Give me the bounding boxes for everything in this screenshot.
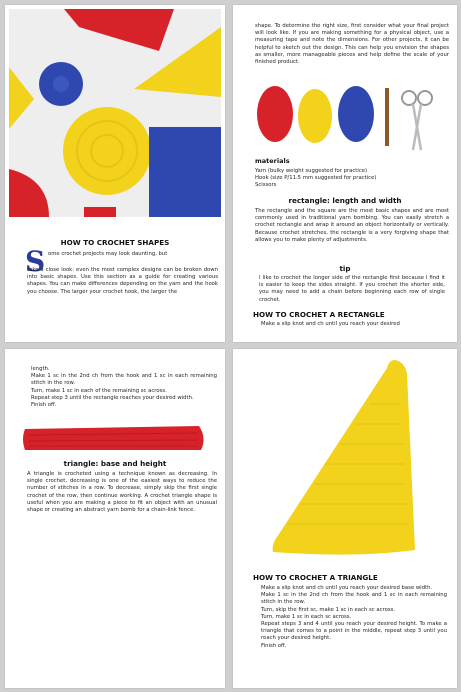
materials-list: [255, 168, 449, 190]
tip-heading: tip: [339, 264, 351, 273]
step-item: Make a slip knot and ch until you reach your desired base width.: [261, 585, 433, 591]
rectangle-heading: rectangle: length and width: [288, 196, 402, 205]
rectangle-steps: [31, 366, 217, 409]
dropcap-letter: S: [25, 245, 46, 278]
yellow-yarn-icon: [298, 89, 332, 143]
step-item: length.: [31, 366, 50, 372]
step-item: Make 1 sc in the 2nd ch from the hook and 1 sc in each remaining stitch in the row.: [261, 592, 447, 606]
rectangle-paragraph: The rectangle and the square are the most basic shapes and are most commonly used in traditional yarn bombing. You can easily stretch a crochet rectangle and wrap it around an object horizontally or vertically. Because crochet stretches, the rectangle is a very forgiving shape that allows you to make plenty of adjustments.: [255, 208, 449, 243]
triangle-paragraph: A triangle is crocheted using a technique known as decreasing. In single crochet, decreasing is one of the easiest ways to reduce the number of stitches in a row. To decrease, simply skip the first single crochet of the row, then continue working. A crochet triangle shape is useful when you are making a piece to fit an object with an unusual shape or creating an abstract yarn bomb for a chain-link fence.: [27, 471, 217, 514]
step-item: Finish off.: [31, 402, 57, 409]
step-item: Turn, make 1 sc in each sc across.: [261, 613, 352, 620]
page-4: [233, 349, 457, 688]
red-yarn-icon: [257, 86, 293, 142]
triangle-steps: [261, 585, 447, 650]
step-item: Turn, skip the first sc, make 1 sc in each sc across.: [261, 606, 396, 613]
howto-triangle-heading: HOW TO CROCHET A TRIANGLE: [253, 573, 378, 582]
howto-rectangle-heading: HOW TO CROCHET A RECTANGLE: [253, 310, 385, 319]
howto-rectangle-step: Make a slip knot and ch until you reach your desired: [261, 321, 400, 327]
blue-yarn-icon: [338, 86, 374, 142]
step-item: Make 1 sc in the 2nd ch from the hook and 1 sc in each remaining stitch in the row.: [31, 373, 217, 387]
intro-continued: shape. To determine the right size, first consider what your final project will look like. If you are making something for a physical object, use a measuring tape and note the dimensions. For other projects, it can be helpful to sketch out the design. This can help you envision the shapes as smaller, more manageable pieces and help define the scale of your finished product.: [255, 23, 449, 66]
triangle-heading: triangle: base and height: [63, 459, 167, 468]
red-rectangle-photo: [19, 423, 209, 453]
tip-paragraph: I like to crochet the longer side of the rectangle first because I find it is easier to keep the sides straight. If you crochet the shorter side, you may need to add a chain before beginning each row of single crochet.: [259, 275, 445, 303]
materials-item: Hook (size P/11.5 mm suggested for practice): [255, 175, 377, 182]
materials-item: Scissors: [255, 182, 277, 189]
step-item: Repeat step 3 until the rectangle reaches your desired width.: [31, 394, 194, 401]
step-item: Turn, make 1 sc in each of the remaining sc across.: [31, 387, 167, 394]
intro-paragraph: take a close look: even the most complex designs can be broken down into basic shapes. Use this section as a guide for creating various shapes. You can make differences depending on the yarn and the hook you choose. The larger your crochet hook, the larger the: [27, 267, 218, 295]
crochet-hook-icon: [385, 88, 389, 146]
step-item: Repeat steps 3 and 4 until you reach your desired height. To make a triangle that comes to a point in the middle, repeat step 3 until you reach your desired height.: [261, 621, 447, 642]
page-2: [233, 5, 457, 342]
materials-heading: materials: [255, 157, 290, 165]
step-item: Finish off.: [261, 642, 287, 649]
blue-square-shape: [149, 127, 221, 217]
page-title: HOW TO CROCHET SHAPES: [60, 238, 170, 247]
intro-first-line: ome crochet projects may look daunting, but: [48, 251, 168, 257]
crochet-shapes-photo: [9, 9, 221, 217]
materials-item: Yarn (bulky weight suggested for practice): [255, 168, 368, 174]
materials-photo: [253, 78, 453, 156]
yellow-triangle-photo: [255, 354, 435, 564]
page-3: [5, 349, 225, 688]
page-1: [5, 5, 225, 342]
red-small-strip-shape: [84, 207, 116, 217]
